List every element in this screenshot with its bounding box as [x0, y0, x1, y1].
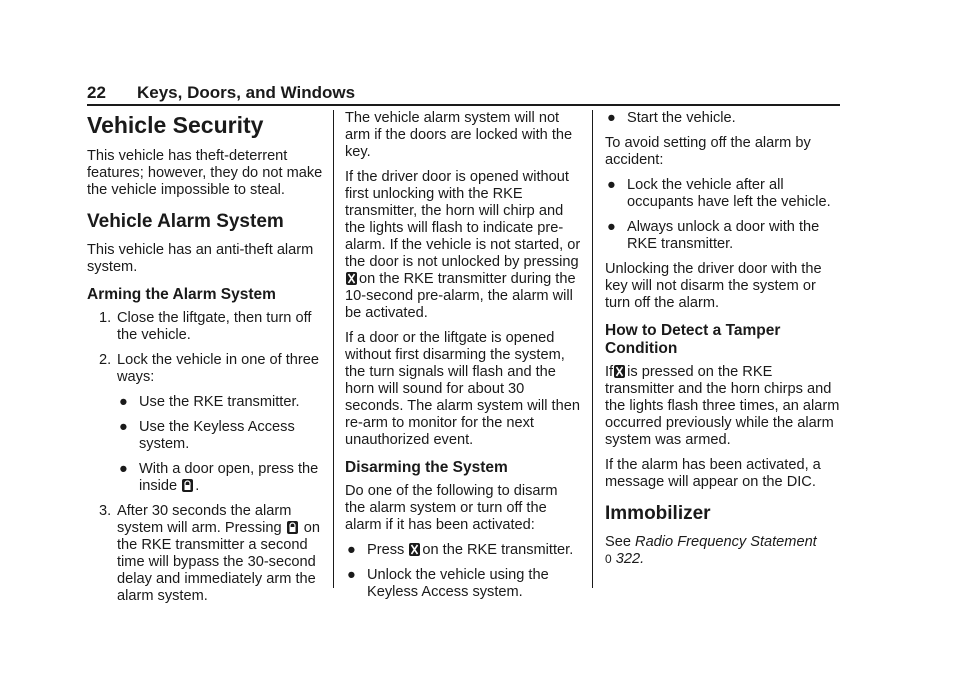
heading-tamper: How to Detect a Tamper Condition: [605, 322, 781, 357]
bullet-item: [345, 567, 581, 601]
heading-arming: Arming the Alarm System: [87, 286, 276, 303]
column-divider: [592, 110, 593, 588]
step-number: 3.: [99, 503, 112, 519]
page-reference[interactable]: 322.: [615, 551, 645, 567]
header-rule: [87, 104, 840, 106]
bullet-item: [117, 394, 323, 411]
bullet-dot: ●: [119, 461, 128, 477]
heading-vehicle-alarm-system: Vehicle Alarm System: [87, 211, 284, 232]
unlock-icon: [409, 543, 420, 556]
bullet-item: [117, 461, 323, 495]
heading-disarming: Disarming the System: [345, 459, 508, 476]
bullet-text: Lock the vehicle after all occupants have left the vehicle.: [627, 177, 831, 210]
lock-icon: [287, 521, 298, 534]
lock-icon: [182, 479, 193, 492]
heading-immobilizer: Immobilizer: [605, 503, 711, 524]
bullet-text: Unlock the vehicle using the Keyless Access system.: [367, 567, 549, 600]
page-header: [87, 82, 840, 106]
bullet-item: [117, 419, 323, 453]
cross-reference: See Radio Frequency Statement 0 322.: [605, 534, 817, 567]
bullet-dot: ●: [119, 419, 128, 435]
section-title: Keys, Doors, and Windows: [137, 83, 356, 102]
bullet-text-end: .: [195, 478, 200, 494]
paragraph: To avoid setting off the alarm by accident:: [605, 135, 811, 168]
step-item: [87, 310, 323, 344]
page-ref-arrow: 0: [605, 552, 612, 566]
bullet-item: [605, 177, 841, 211]
bullet-item: [605, 110, 841, 127]
column-divider: [333, 110, 334, 588]
bullet-dot: ●: [347, 542, 356, 558]
step-text: Lock the vehicle in one of three ways:: [117, 352, 320, 385]
step-text: Close the liftgate, then turn off the vehicle.: [117, 310, 312, 343]
bullet-dot: ●: [119, 394, 128, 410]
heading-vehicle-security: Vehicle Security: [87, 112, 264, 138]
bullet-item: ● Press on the RKE transmitter.: [347, 542, 574, 558]
paragraph: Unlocking the driver door with the key will not disarm the system or turn off the alarm.: [605, 261, 822, 311]
step-number: 2.: [99, 352, 112, 368]
step-text-cont: on the RKE transmitter a second time will bypass the 30-second delay and immediately arm the alarm system.: [117, 520, 320, 604]
step-number: 1.: [99, 310, 112, 326]
step-item: [87, 503, 323, 605]
paragraph: This vehicle has an anti-theft alarm system.: [87, 242, 314, 275]
bullet-dot: ●: [607, 110, 616, 126]
paragraph: If the driver door is opened without first unlocking with the RKE transmitter, the horn will chirp and the lights will flash to indicate pre-alarm. If the vehicle is not started, or the door is not unlocked by pressing on the RKE transmitter during the 10-second pre-alarm, the alarm will be activated.: [345, 169, 581, 321]
bullet-text: Always unlock a door with the RKE transmitter.: [627, 219, 820, 252]
bullet-item: [605, 219, 841, 253]
reference-link[interactable]: Radio Frequency Statement: [635, 534, 817, 550]
column-2: [345, 110, 581, 609]
bullet-text: Use the Keyless Access system.: [139, 419, 295, 452]
paragraph: Do one of the following to disarm the alarm system or turn off the alarm if it has been activated:: [345, 483, 558, 533]
paragraph: The vehicle alarm system will not arm if the doors are locked with the key.: [345, 110, 573, 160]
step-item: [87, 352, 323, 386]
page-number: 22: [87, 83, 106, 102]
unlock-icon: [614, 365, 625, 378]
paragraph: This vehicle has theft-deterrent features; however, they do not make the vehicle impossible to steal.: [87, 148, 323, 198]
bullet-dot: ●: [607, 219, 616, 235]
bullet-dot: ●: [347, 567, 356, 583]
bullet-dot: ●: [607, 177, 616, 193]
column-1: [87, 110, 323, 613]
step-text: After 30 seconds the alarm system will arm. Pressing: [117, 503, 292, 536]
paragraph: If a door or the liftgate is opened without first disarming the system, the turn signals will flash and the horn will sound for about 30 seconds. The alarm system will then re-arm to monitor for the next unauthorized event.: [345, 330, 580, 448]
paragraph: If is pressed on the RKE transmitter and the horn chirps and the lights flash three times, an alarm occurred previously while the alarm system was armed.: [605, 364, 840, 448]
bullet-text: With a door open, press the inside: [139, 461, 319, 494]
bullet-text: Start the vehicle.: [627, 110, 736, 126]
paragraph: If the alarm has been activated, a message will appear on the DIC.: [605, 457, 821, 490]
unlock-icon: [346, 272, 357, 285]
bullet-text: Use the RKE transmitter.: [139, 394, 300, 410]
column-3: [605, 110, 841, 576]
